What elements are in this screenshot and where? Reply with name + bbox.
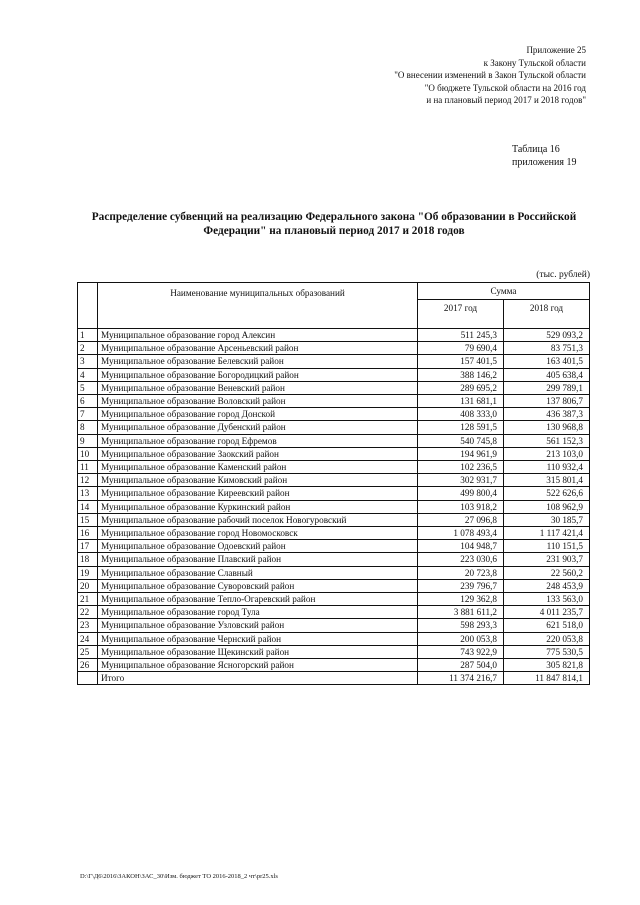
- value-2018: 775 530,5: [504, 645, 590, 658]
- row-number: 12: [78, 474, 98, 487]
- sum-column-header: Сумма: [418, 283, 590, 300]
- value-2017: 129 362,8: [418, 593, 504, 606]
- row-number: 7: [78, 408, 98, 421]
- row-number: 15: [78, 513, 98, 526]
- row-number: 9: [78, 434, 98, 447]
- value-2018: 108 962,9: [504, 500, 590, 513]
- value-2018: 83 751,3: [504, 342, 590, 355]
- value-2018: 110 932,4: [504, 461, 590, 474]
- value-2018: 30 185,7: [504, 513, 590, 526]
- value-2017: 79 690,4: [418, 342, 504, 355]
- table-header-row: [78, 283, 590, 300]
- row-number: 10: [78, 447, 98, 460]
- value-2018: 1 117 421,4: [504, 527, 590, 540]
- row-number: 6: [78, 395, 98, 408]
- row-number: 13: [78, 487, 98, 500]
- value-2017: 1 078 493,4: [418, 527, 504, 540]
- table-row: [78, 368, 590, 381]
- total-number-cell: [78, 672, 98, 685]
- row-number: 22: [78, 606, 98, 619]
- row-number: 2: [78, 342, 98, 355]
- value-2018: 22 560,2: [504, 566, 590, 579]
- value-2018: 220 053,8: [504, 632, 590, 645]
- value-2017: 131 681,1: [418, 395, 504, 408]
- table-row: [78, 645, 590, 658]
- table-reference: [512, 143, 576, 169]
- value-2018: 315 801,4: [504, 474, 590, 487]
- value-2018: 436 387,3: [504, 408, 590, 421]
- total-2018: 11 847 814,1: [504, 672, 590, 685]
- municipality-name: Муниципальное образование Тепло-Огаревский район: [98, 593, 418, 606]
- municipality-name: Муниципальное образование Воловский район: [98, 395, 418, 408]
- row-number: 25: [78, 645, 98, 658]
- year-2017-header: 2017 год: [418, 300, 504, 329]
- row-number: 1: [78, 329, 98, 342]
- table-row: [78, 381, 590, 394]
- value-2018: 299 789,1: [504, 381, 590, 394]
- value-2018: 529 093,2: [504, 329, 590, 342]
- table-row: [78, 408, 590, 421]
- municipality-name: Муниципальное образование Веневский район: [98, 381, 418, 394]
- municipality-name: Муниципальное образование Кимовский район: [98, 474, 418, 487]
- value-2017: 194 961,9: [418, 447, 504, 460]
- table-row: [78, 421, 590, 434]
- municipality-name: Муниципальное образование Куркинский район: [98, 500, 418, 513]
- header-line: "О бюджете Тульской области на 2016 год: [424, 82, 586, 93]
- value-2018: 213 103,0: [504, 447, 590, 460]
- table-row: [78, 461, 590, 474]
- file-path-footer: D:\Г\Д6\2016\ЗАКОН\ЗАС_30\Изм. бюджет ТО 2016-2018_2 чт\pr25.xls: [80, 873, 278, 880]
- municipality-name: Муниципальное образование город Донской: [98, 408, 418, 421]
- table-reference-line1: Таблица 16: [512, 144, 560, 155]
- total-row: [78, 672, 590, 685]
- table-row: [78, 487, 590, 500]
- value-2017: 743 922,9: [418, 645, 504, 658]
- table-row: [78, 659, 590, 672]
- header-line: к Закону Тульской области: [483, 57, 586, 68]
- units-label: (тыс. рублей): [536, 270, 590, 280]
- total-label: Итого: [98, 672, 418, 685]
- row-number: 11: [78, 461, 98, 474]
- appendix-header: [326, 44, 586, 107]
- municipality-name: Муниципальное образование Узловский район: [98, 619, 418, 632]
- table-row: [78, 500, 590, 513]
- table-row: [78, 632, 590, 645]
- row-number: 23: [78, 619, 98, 632]
- municipality-name: Муниципальное образование город Новомосковск: [98, 527, 418, 540]
- municipality-name: Муниципальное образование Чернский район: [98, 632, 418, 645]
- value-2018: 4 011 235,7: [504, 606, 590, 619]
- row-number: 26: [78, 659, 98, 672]
- value-2017: 3 881 611,2: [418, 606, 504, 619]
- table-row: [78, 474, 590, 487]
- municipality-name: Муниципальное образование Киреевский район: [98, 487, 418, 500]
- year-2018-header: 2018 год: [504, 300, 590, 329]
- municipality-name: Муниципальное образование Суворовский район: [98, 579, 418, 592]
- municipality-name: Муниципальное образование Одоевский район: [98, 540, 418, 553]
- municipality-name: Муниципальное образование Славный: [98, 566, 418, 579]
- value-2017: 102 236,5: [418, 461, 504, 474]
- subventions-table: [77, 282, 590, 685]
- value-2018: 621 518,0: [504, 619, 590, 632]
- value-2018: 163 401,5: [504, 355, 590, 368]
- value-2017: 289 695,2: [418, 381, 504, 394]
- row-number: 24: [78, 632, 98, 645]
- value-2017: 20 723,8: [418, 566, 504, 579]
- value-2018: 305 821,8: [504, 659, 590, 672]
- value-2017: 598 293,3: [418, 619, 504, 632]
- document-title: Распределение субвенций на реализацию Федерального закона "Об образовании в Российской Федерации" на плановый период 2017 и 2018 годов: [91, 211, 577, 237]
- table-row: [78, 593, 590, 606]
- value-2018: 110 151,5: [504, 540, 590, 553]
- row-number: 3: [78, 355, 98, 368]
- value-2018: 231 903,7: [504, 553, 590, 566]
- table-row: [78, 606, 590, 619]
- value-2017: 511 245,3: [418, 329, 504, 342]
- row-number: 8: [78, 421, 98, 434]
- table-row: [78, 566, 590, 579]
- row-number: 14: [78, 500, 98, 513]
- value-2018: 133 563,0: [504, 593, 590, 606]
- value-2018: 405 638,4: [504, 368, 590, 381]
- municipality-name: Муниципальное образование город Ефремов: [98, 434, 418, 447]
- table-reference-line2: приложения 19: [512, 157, 577, 168]
- table-row: [78, 447, 590, 460]
- value-2017: 302 931,7: [418, 474, 504, 487]
- municipality-name: Муниципальное образование Богородицкий район: [98, 368, 418, 381]
- value-2018: 522 626,6: [504, 487, 590, 500]
- total-2017: 11 374 216,7: [418, 672, 504, 685]
- table-row: [78, 619, 590, 632]
- value-2017: 128 591,5: [418, 421, 504, 434]
- table-row: [78, 434, 590, 447]
- municipality-name: Муниципальное образование Заокский район: [98, 447, 418, 460]
- municipality-name: Муниципальное образование Плавский район: [98, 553, 418, 566]
- row-number: 17: [78, 540, 98, 553]
- value-2017: 540 745,8: [418, 434, 504, 447]
- value-2018: 561 152,3: [504, 434, 590, 447]
- municipality-name: Муниципальное образование Ясногорский район: [98, 659, 418, 672]
- header-line: Приложение 25: [526, 45, 586, 55]
- table-row: [78, 540, 590, 553]
- municipality-name: Муниципальное образование город Тула: [98, 606, 418, 619]
- header-line: и на плановый период 2017 и 2018 годов": [426, 95, 586, 106]
- table-row: [78, 527, 590, 540]
- municipality-name: Муниципальное образование Белевский район: [98, 355, 418, 368]
- table-row: [78, 513, 590, 526]
- row-number: 16: [78, 527, 98, 540]
- table-row: [78, 355, 590, 368]
- value-2017: 499 800,4: [418, 487, 504, 500]
- value-2017: 408 333,0: [418, 408, 504, 421]
- table-row: [78, 395, 590, 408]
- municipality-name: Муниципальное образование Дубенский район: [98, 421, 418, 434]
- value-2018: 248 453,9: [504, 579, 590, 592]
- value-2017: 200 053,8: [418, 632, 504, 645]
- municipality-name: Муниципальное образование Щекинский район: [98, 645, 418, 658]
- row-number: 4: [78, 368, 98, 381]
- value-2017: 103 918,2: [418, 500, 504, 513]
- row-number: 5: [78, 381, 98, 394]
- table-row: [78, 553, 590, 566]
- row-number: 20: [78, 579, 98, 592]
- value-2017: 223 030,6: [418, 553, 504, 566]
- table-row: [78, 342, 590, 355]
- value-2018: 137 806,7: [504, 395, 590, 408]
- value-2017: 157 401,5: [418, 355, 504, 368]
- municipality-name: Муниципальное образование Каменский район: [98, 461, 418, 474]
- municipality-name: Муниципальное образование город Алексин: [98, 329, 418, 342]
- number-column-header: [78, 283, 98, 329]
- table-row: [78, 579, 590, 592]
- name-column-header: Наименование муниципальных образований: [98, 283, 418, 329]
- table-row: [78, 329, 590, 342]
- value-2017: 287 504,0: [418, 659, 504, 672]
- municipality-name: Муниципальное образование рабочий поселок Новогуровский: [98, 513, 418, 526]
- row-number: 21: [78, 593, 98, 606]
- row-number: 18: [78, 553, 98, 566]
- value-2017: 104 948,7: [418, 540, 504, 553]
- row-number: 19: [78, 566, 98, 579]
- header-line: "О внесении изменений в Закон Тульской области: [394, 70, 586, 81]
- municipality-name: Муниципальное образование Арсеньевский район: [98, 342, 418, 355]
- value-2017: 239 796,7: [418, 579, 504, 592]
- value-2017: 27 096,8: [418, 513, 504, 526]
- value-2017: 388 146,2: [418, 368, 504, 381]
- value-2018: 130 968,8: [504, 421, 590, 434]
